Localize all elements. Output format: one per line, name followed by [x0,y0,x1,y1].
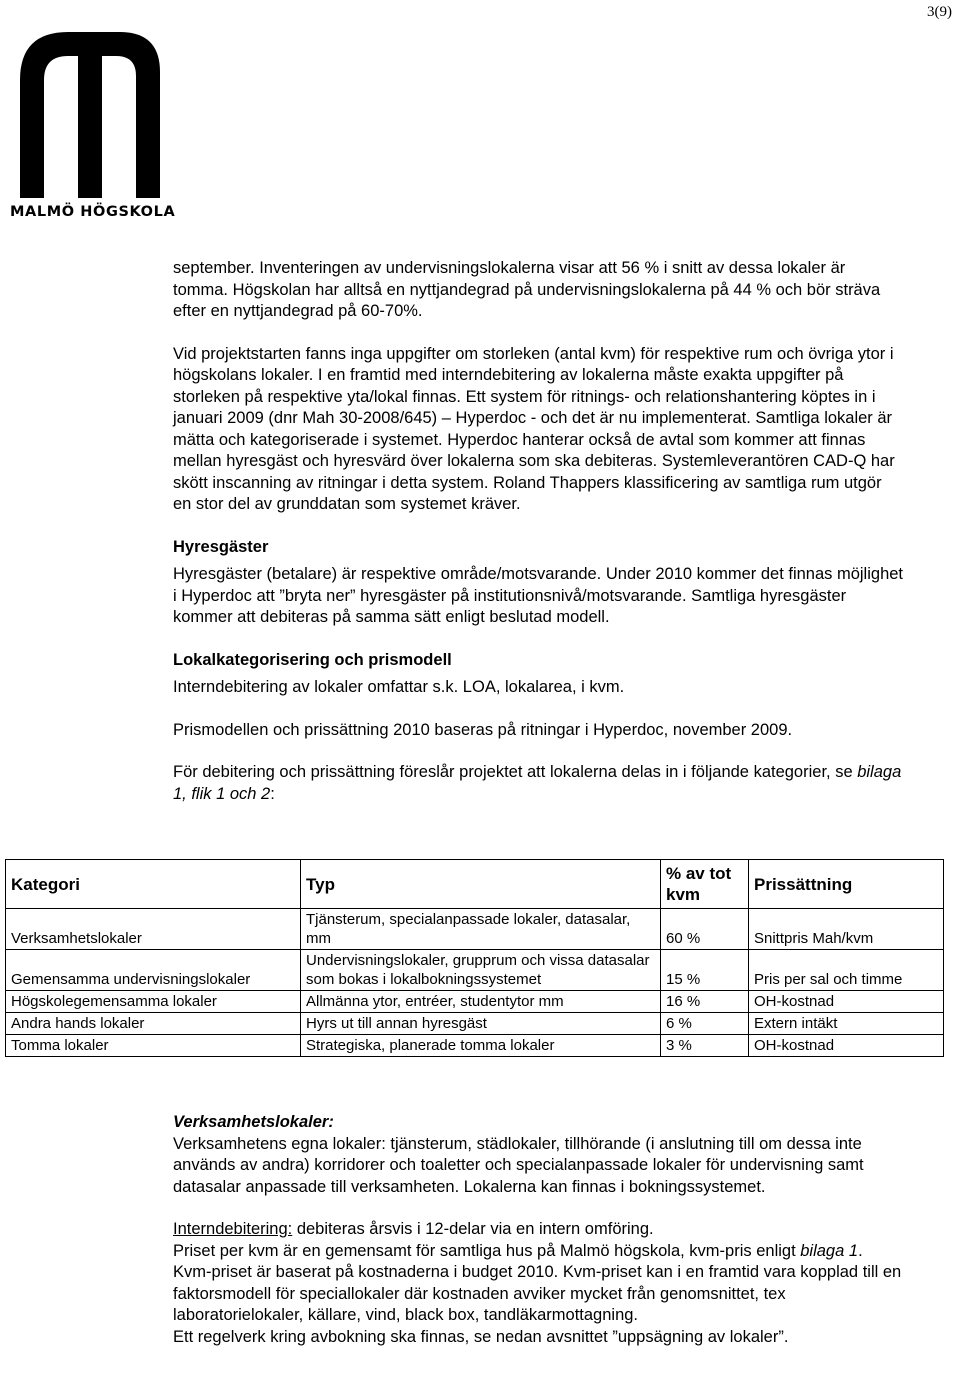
cell-kategori: Andra hands lokaler [6,1013,301,1035]
paragraph-avbokning: Ett regelverk kring avbokning ska finnas, se nedan avsnittet ”uppsägning av lokaler”. [173,1327,789,1346]
cell-kategori: Högskolegemensamma lokaler [6,991,301,1013]
cell-prissattning: Snittpris Mah/kvm [749,909,944,950]
table-row [6,909,944,950]
heading-hyresgaster: Hyresgäster [173,537,269,556]
cell-typ: Strategiska, planerade tomma lokaler [301,1035,661,1057]
cell-andel: 60 % [661,909,749,950]
table-row [6,991,944,1013]
paragraph-inventering: september. Inventeringen av undervisningslokalerna visar att 56 % i snitt av dessa lokaler är tomma. Högskolan har alltså en nyttjandegrad på undervisningslokalerna på 44 % och bör sträva efter en nyttjandegrad på 60-70%. [173,259,881,320]
cell-andel: 6 % [661,1013,749,1035]
malmo-hogskola-logo [10,20,190,224]
header-kategori: Kategori [6,860,301,909]
table-header-row [6,860,944,909]
cell-andel: 15 % [661,950,749,991]
logo-mark-icon [10,20,175,198]
paragraph-hyresgaster: Hyresgäster (betalare) är respektive område/motsvarande. Under 2010 kommer det finnas möjlighet i Hyperdoc att ”bryta ner” hyresgäster på institutionsnivå/motsvarande. Samtliga hyresgäster kommer att debiteras på samma sätt enligt beslutad modell. [173,565,904,626]
cell-prissattning: Pris per sal och timme [749,950,944,991]
cell-kategori: Verksamhetslokaler [6,909,301,950]
cell-andel: 16 % [661,991,749,1013]
header-typ: Typ [301,860,661,909]
verksamhetslokaler-section [173,1112,903,1348]
body-text [173,258,903,805]
paragraph-verksamhetslokaler: Verksamhetens egna lokaler: tjänsterum, städlokaler, tillhörande (i anslutning till om dessa inte används av andra) korridorer och toaletter och specialanpassade lokaler för undervisning samt datasalar anpassade till verksamheten. Lokalerna kan finnas i bokningssystemet. [173,1134,864,1196]
cell-typ: Undervisningslokaler, grupprum och vissa datasalar som bokas i lokalbokningssystemet [301,950,661,991]
cell-kategori: Gemensamma undervisningslokaler [6,950,301,991]
heading-lokalkategorisering: Lokalkategorisering och prismodell [173,650,452,669]
cell-prissattning: OH-kostnad [749,991,944,1013]
paragraph-kategorier: För debitering och prissättning föreslår projektet att lokalerna delas in i följande kategorier, se bilaga 1, flik 1 och 2: [173,763,902,803]
paragraph-interndebitering: Interndebitering: debiteras årsvis i 12-delar via en intern omföring. [173,1220,654,1238]
header-andel: % av tot kvm [661,860,749,909]
cell-typ: Hyrs ut till annan hyresgäst [301,1013,661,1035]
table-row [6,1013,944,1035]
page-number: 3(9) [927,4,952,20]
interndebitering-label: Interndebitering: [173,1220,293,1238]
table-row [6,950,944,991]
bilaga-ref: bilaga 1 [800,1241,859,1260]
paragraph-loa: Interndebitering av lokaler omfattar s.k. LOA, lokalarea, i kvm. [173,678,625,696]
paragraph-kvm-pris: Priset per kvm är en gemensamt för samtliga hus på Malmö högskola, kvm-pris enligt bilaga 1. Kvm-priset är baserat på kostnaderna i budget 2010. Kvm-priset kan i en framtid vara kopplad till en faktorsmodell för speciallokaler där kostnaden avviker mycket från genomsnittet, tex laboratorielokaler, källare, vind, black box, tandläkarmottagning. [173,1241,902,1324]
cell-prissattning: OH-kostnad [749,1035,944,1057]
paragraph-prismodell: Prismodellen och prissättning 2010 baseras på ritningar i Hyperdoc, november 2009. [173,720,793,739]
paragraph-hyperdoc: Vid projektstarten fanns inga uppgifter om storleken (antal kvm) för respektive rum och övriga ytor i högskolans lokaler. I en framtid med interndebitering av lokalerna måste exakta uppgifter på storleken på respektive yta/lokal finnas. Ett system för ritnings- och relationshantering köptes in i januari 2009 (dnr Mah 30-2008/645) – Hyperdoc - och det är nu implementerat. Samtliga lokaler är mätta och kategoriserade i systemet. Hyperdoc hanterar också de avtal som kommer att finnas mellan hyresgäst och hyresvärd över lokalerna som ska debiteras. Systemleverantören CAD-Q har skött inscanning av ritningar i detta system. Roland Thappers klassificering av samtliga rum utgör en stor del av grunddatan som systemet kräver. [173,344,895,513]
cell-typ: Allmänna ytor, entréer, studentytor mm [301,991,661,1013]
header-prissattning: Prissättning [749,860,944,909]
heading-verksamhetslokaler: Verksamhetslokaler: [173,1113,334,1131]
cell-typ: Tjänsterum, specialanpassade lokaler, datasalar, mm [301,909,661,950]
table-row [6,1035,944,1057]
category-table [5,859,944,1057]
cell-andel: 3 % [661,1035,749,1057]
logo-text: MALMÖ HÖGSKOLA [10,204,176,220]
cell-prissattning: Extern intäkt [749,1013,944,1035]
bilaga-ref: bilaga 1, flik 1 och 2 [173,763,902,803]
cell-kategori: Tomma lokaler [6,1035,301,1057]
category-table-wrapper [5,859,944,1057]
